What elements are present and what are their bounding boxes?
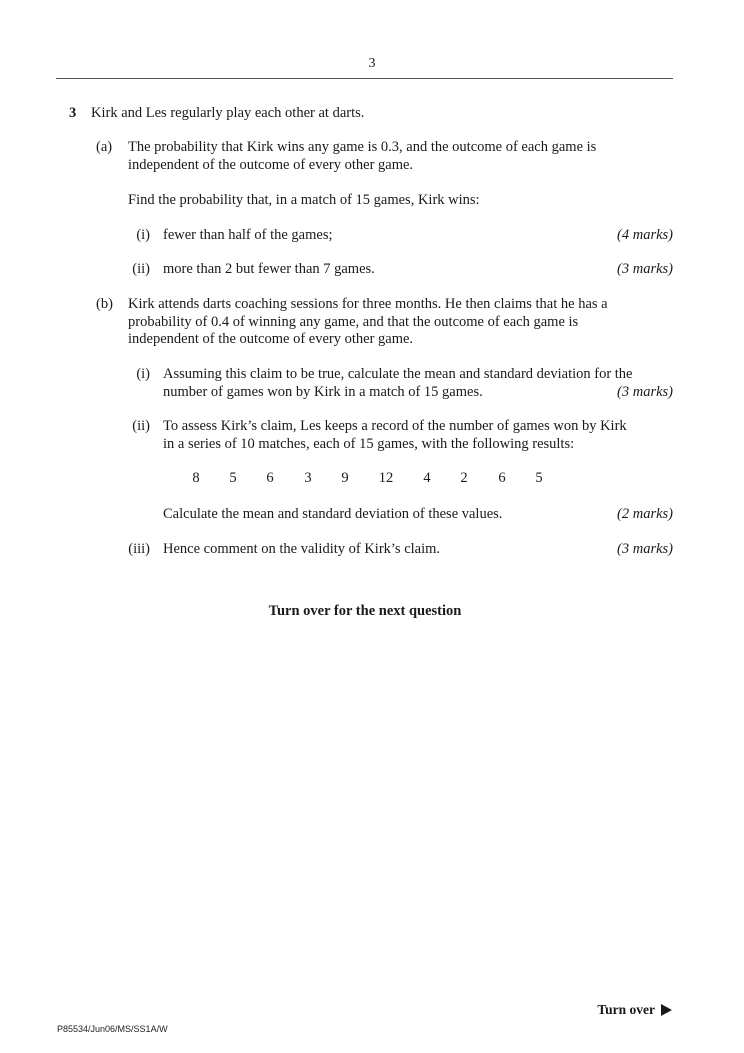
document-code: P85534/Jun06/MS/SS1A/W	[57, 1024, 168, 1034]
result-value: 5	[535, 470, 543, 486]
part-b-label: (b)	[96, 296, 113, 312]
part-b-ii-text-line1: To assess Kirk’s claim, Les keeps a record of the number of games won by Kirk	[163, 418, 627, 434]
result-value: 9	[341, 470, 349, 486]
part-b-iii-text: Hence comment on the validity of Kirk’s claim.	[163, 541, 441, 557]
result-value: 6	[498, 470, 506, 486]
part-b-i-text-line2: number of games won by Kirk in a match of 15 games.	[163, 384, 483, 400]
part-a-ii-text: more than 2 but fewer than 7 games.	[163, 261, 375, 277]
question-number: 3	[69, 105, 77, 121]
result-value: 2	[460, 470, 468, 486]
part-b-ii-label: (ii)	[132, 418, 150, 434]
part-b-ii-text-line2: in a series of 10 matches, each of 15 games, with the following results:	[163, 436, 575, 452]
part-b-i-text-line1: Assuming this claim to be true, calculate the mean and standard deviation for the	[163, 366, 633, 382]
part-a-i-label: (i)	[136, 227, 150, 243]
part-b-iii-marks: (3 marks)	[617, 541, 673, 557]
part-b-text-line1: Kirk attends darts coaching sessions for three months. He then claims that he has a	[128, 296, 608, 312]
part-b-text-line3: independent of the outcome of every other game.	[128, 331, 414, 347]
part-a-text-line2: independent of the outcome of every other game.	[128, 157, 414, 173]
result-value: 5	[229, 470, 237, 486]
part-a-i-text: fewer than half of the games;	[163, 227, 333, 243]
part-b-ii-marks: (2 marks)	[617, 506, 673, 522]
turn-over-indicator	[597, 1002, 672, 1018]
result-value: 4	[423, 470, 431, 486]
page-number: 3	[368, 56, 376, 71]
result-value: 3	[304, 470, 312, 486]
turn-over-next-question: Turn over for the next question	[268, 603, 462, 619]
part-a-text-line1: The probability that Kirk wins any game is 0.3, and the outcome of each game is	[128, 139, 597, 155]
part-b-text-line2: probability of 0.4 of winning any game, and that the outcome of each game is	[128, 314, 579, 330]
part-a-ii-label: (ii)	[132, 261, 150, 277]
part-a-ii-marks: (3 marks)	[617, 261, 673, 277]
turn-over-label: Turn over	[597, 1002, 655, 1017]
part-b-i-marks: (3 marks)	[617, 384, 673, 400]
header-rule	[56, 78, 673, 79]
part-a-label: (a)	[96, 139, 113, 155]
question-intro: Kirk and Les regularly play each other at darts.	[91, 105, 365, 121]
results-values-row	[0, 470, 744, 490]
right-arrow-icon	[661, 1004, 672, 1016]
part-a-i-marks: (4 marks)	[617, 227, 673, 243]
part-b-i-label: (i)	[136, 366, 150, 382]
result-value: 8	[192, 470, 200, 486]
result-value: 6	[266, 470, 274, 486]
part-b-ii-instruction: Calculate the mean and standard deviation of these values.	[163, 506, 503, 522]
result-value: 12	[378, 470, 394, 486]
part-b-iii-label: (iii)	[128, 541, 150, 557]
part-a-instruction: Find the probability that, in a match of 15 games, Kirk wins:	[128, 192, 480, 208]
